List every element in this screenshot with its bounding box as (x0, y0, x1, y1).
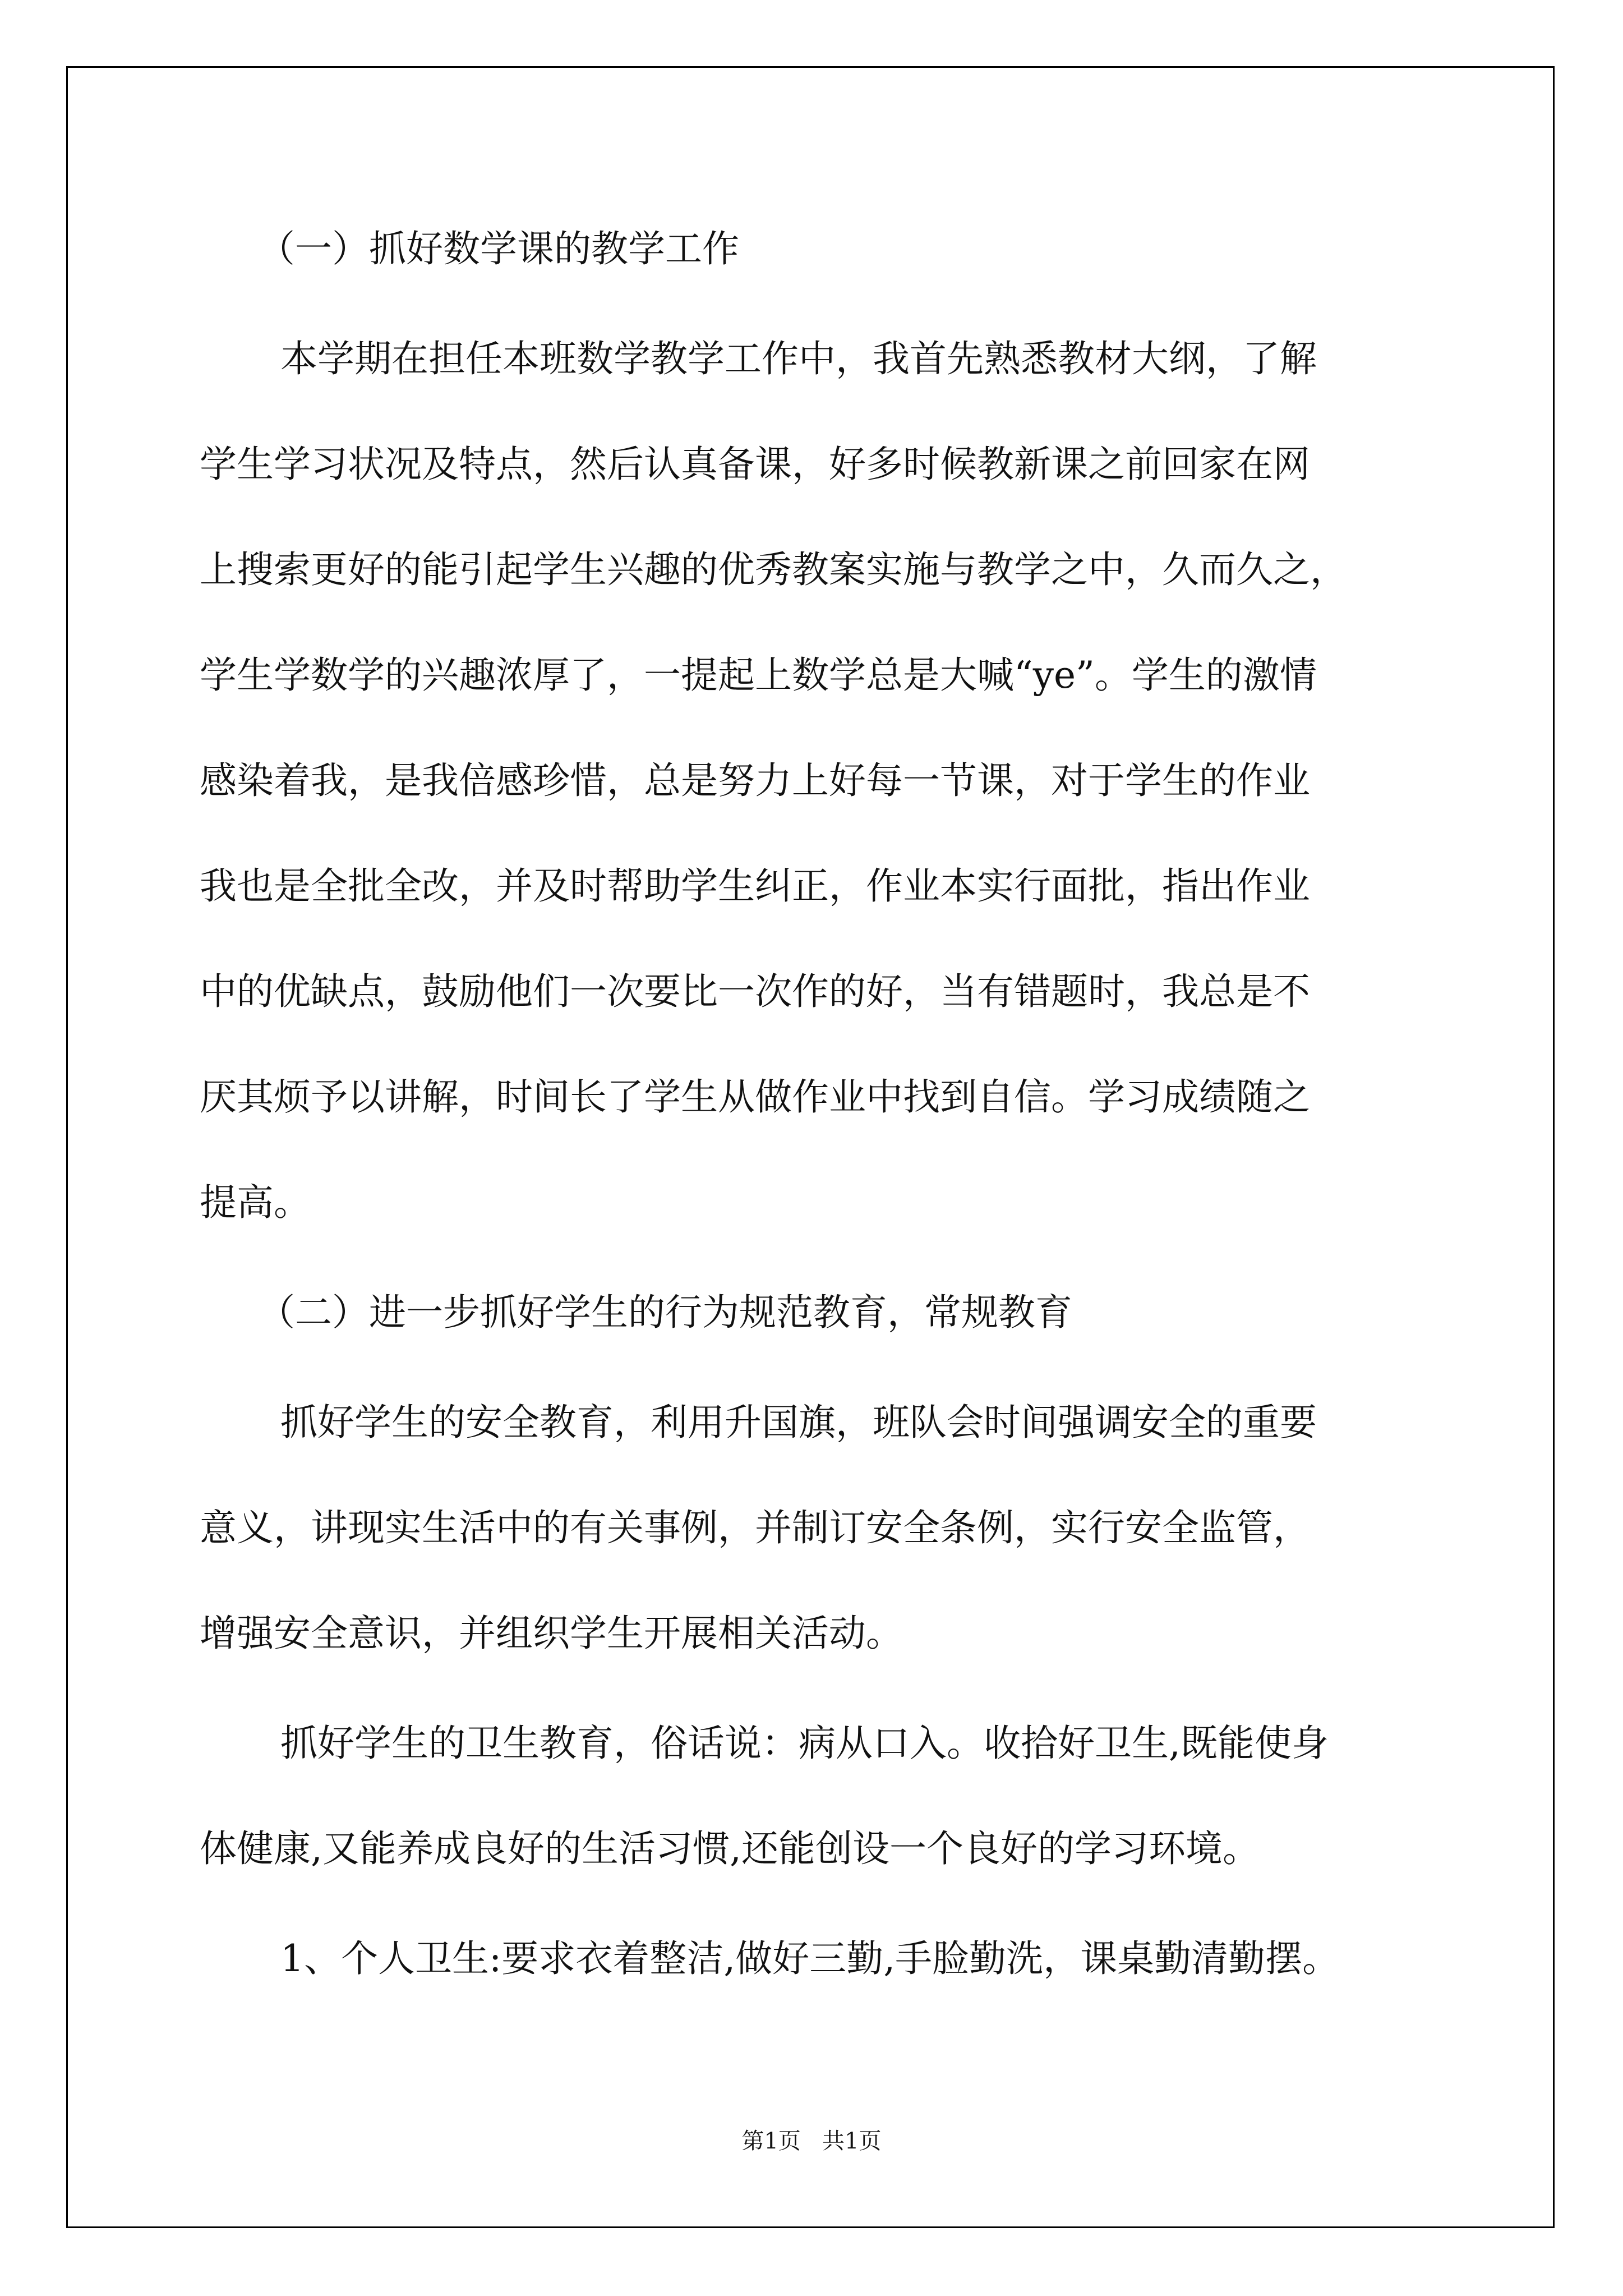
paragraph-line: 感染着我，是我倍感珍惜，总是努力上好每一节课，对于学生的作业 (200, 759, 1310, 802)
paragraph-line: 体健康,又能养成良好的生活习惯,还能创设一个良好的学习环境。 (200, 1827, 1260, 1870)
page-border (66, 66, 1555, 2228)
paragraph-line: 学生学习状况及特点，然后认真备课，好多时候教新课之前回家在网 (200, 443, 1310, 486)
paragraph-line: 增强安全意识，并组织学生开展相关活动。 (200, 1612, 903, 1655)
paragraph-line: 意义，讲现实生活中的有关事例，并制订安全条例，实行安全监管， (200, 1506, 1310, 1549)
paragraph-line: 抓好学生的安全教育，利用升国旗，班队会时间强调安全的重要 (280, 1401, 1317, 1444)
paragraph-line: 抓好学生的卫生教育，俗话说：病从口入。收拾好卫生,既能使身 (280, 1722, 1329, 1765)
section-heading-1: （一）抓好数学课的教学工作 (258, 227, 739, 270)
list-item: 1、个人卫生:要求衣着整洁,做好三勤,手脸勤洗，课桌勤清勤摆。 (280, 1937, 1340, 1980)
section-heading-2: （二）进一步抓好学生的行为规范教育，常规教育 (258, 1291, 1072, 1334)
paragraph-line: 提高。 (200, 1181, 311, 1224)
paragraph-line: 我也是全批全改，并及时帮助学生纠正，作业本实行面批，指出作业 (200, 864, 1310, 908)
paragraph-line: 学生学数学的兴趣浓厚了，一提起上数学总是大喊“ye”。学生的激情 (200, 654, 1317, 697)
paragraph-line: 厌其烦予以讲解，时间长了学生从做作业中找到自信。学习成绩随之 (200, 1075, 1310, 1119)
paragraph-line: 上搜索更好的能引起学生兴趣的优秀教案实施与教学之中，久而久之， (200, 548, 1347, 591)
page-footer: 第1页 共1页 (741, 2128, 882, 2154)
paragraph-line: 本学期在担任本班数学教学工作中，我首先熟悉教材大纲，了解 (280, 337, 1317, 380)
paragraph-line: 中的优缺点，鼓励他们一次要比一次作的好，当有错题时，我总是不 (200, 970, 1310, 1013)
